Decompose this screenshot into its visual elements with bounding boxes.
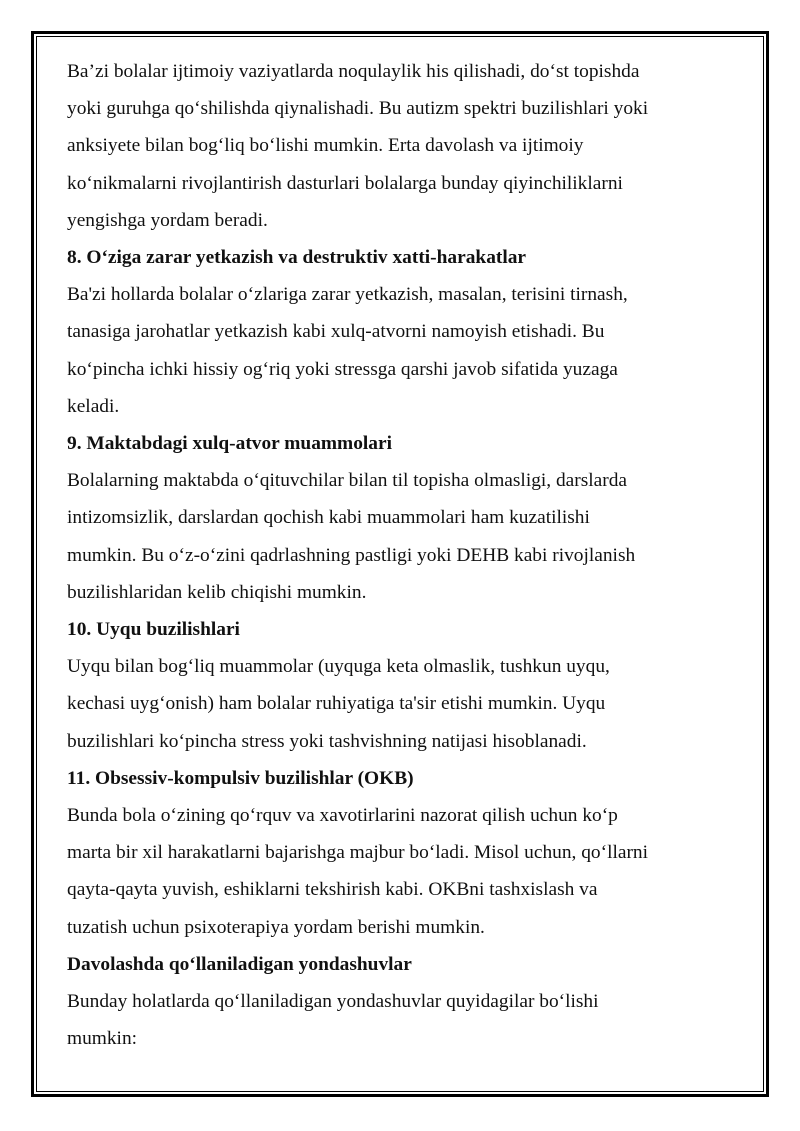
text-line: intizomsizlik, darslardan qochish kabi muammolari ham kuzatilishi [67, 507, 590, 529]
text-line: ko‘pincha ichki hissiy og‘riq yoki stressga qarshi javob sifatida yuzaga [67, 358, 618, 380]
text-line: Ba'zi hollarda bolalar o‘zlariga zarar yetkazish, masalan, terisini tirnash, [67, 284, 628, 306]
text-line: keladi. [67, 395, 120, 417]
text-line: buzilishlari ko‘pincha stress yoki tashvishning natijasi hisoblanadi. [67, 730, 587, 752]
section-heading-treatment: Davolashda qo‘llaniladigan yondashuvlar [67, 953, 412, 975]
paragraph-sleep-disorders [67, 648, 737, 760]
text-line: buzilishlaridan kelib chiqishi mumkin. [67, 581, 367, 603]
section-heading-9: 9. Maktabdagi xulq-atvor muammolari [67, 433, 392, 455]
paragraph-social-difficulties [67, 53, 737, 239]
text-line: Uyqu bilan bog‘liq muammolar (uyquga keta olmaslik, tushkun uyqu, [67, 656, 610, 678]
paragraph-approaches-intro [67, 983, 737, 1057]
text-line: qayta-qayta yuvish, eshiklarni tekshirish kabi. OKBni tashxislash va [67, 879, 598, 901]
paragraph-self-harm [67, 276, 737, 425]
paragraph-ocd [67, 797, 737, 946]
text-line: Bunday holatlarda qo‘llaniladigan yondashuvlar quyidagilar bo‘lishi [67, 991, 599, 1013]
text-line: Bolalarning maktabda o‘qituvchilar bilan til topisha olmasligi, darslarda [67, 470, 628, 492]
text-line: mumkin. Bu o‘z-o‘zini qadrlashning pastligi yoki DEHB kabi rivojlanish [67, 544, 636, 566]
document-body [67, 53, 737, 1057]
text-line: Bunda bola o‘zining qo‘rquv va xavotirlarini nazorat qilish uchun ko‘p [67, 805, 618, 827]
text-line: yengishga yordam beradi. [67, 209, 268, 231]
text-line: Ba’zi bolalar ijtimoiy vaziyatlarda noqulaylik his qilishadi, do‘st topishda [67, 61, 640, 82]
text-line: anksiyete bilan bog‘liq bo‘lishi mumkin. Erta davolash va ijtimoiy [67, 135, 584, 157]
text-line: marta bir xil harakatlarni bajarishga majbur bo‘ladi. Misol uchun, qo‘llarni [67, 842, 649, 864]
paragraph-school-behavior [67, 462, 737, 611]
text-line: ko‘nikmalarni rivojlantirish dasturlari bolalarga bunday qiyinchiliklarni [67, 172, 623, 194]
text-line: mumkin: [67, 1028, 138, 1050]
section-heading-11: 11. Obsessiv-kompulsiv buzilishlar (OKB) [67, 767, 414, 789]
section-heading-10: 10. Uyqu buzilishlari [67, 619, 240, 641]
section-heading-8: 8. O‘ziga zarar yetkazish va destruktiv xatti-harakatlar [67, 247, 527, 269]
text-line: yoki guruhga qo‘shilishda qiynalishadi. Bu autizm spektri buzilishlari yoki [67, 98, 649, 120]
text-line: tuzatish uchun psixoterapiya yordam berishi mumkin. [67, 916, 485, 938]
text-line: kechasi uyg‘onish) ham bolalar ruhiyatiga ta'sir etishi mumkin. Uyqu [67, 693, 606, 715]
text-line: tanasiga jarohatlar yetkazish kabi xulq-atvorni namoyish etishadi. Bu [67, 321, 605, 343]
